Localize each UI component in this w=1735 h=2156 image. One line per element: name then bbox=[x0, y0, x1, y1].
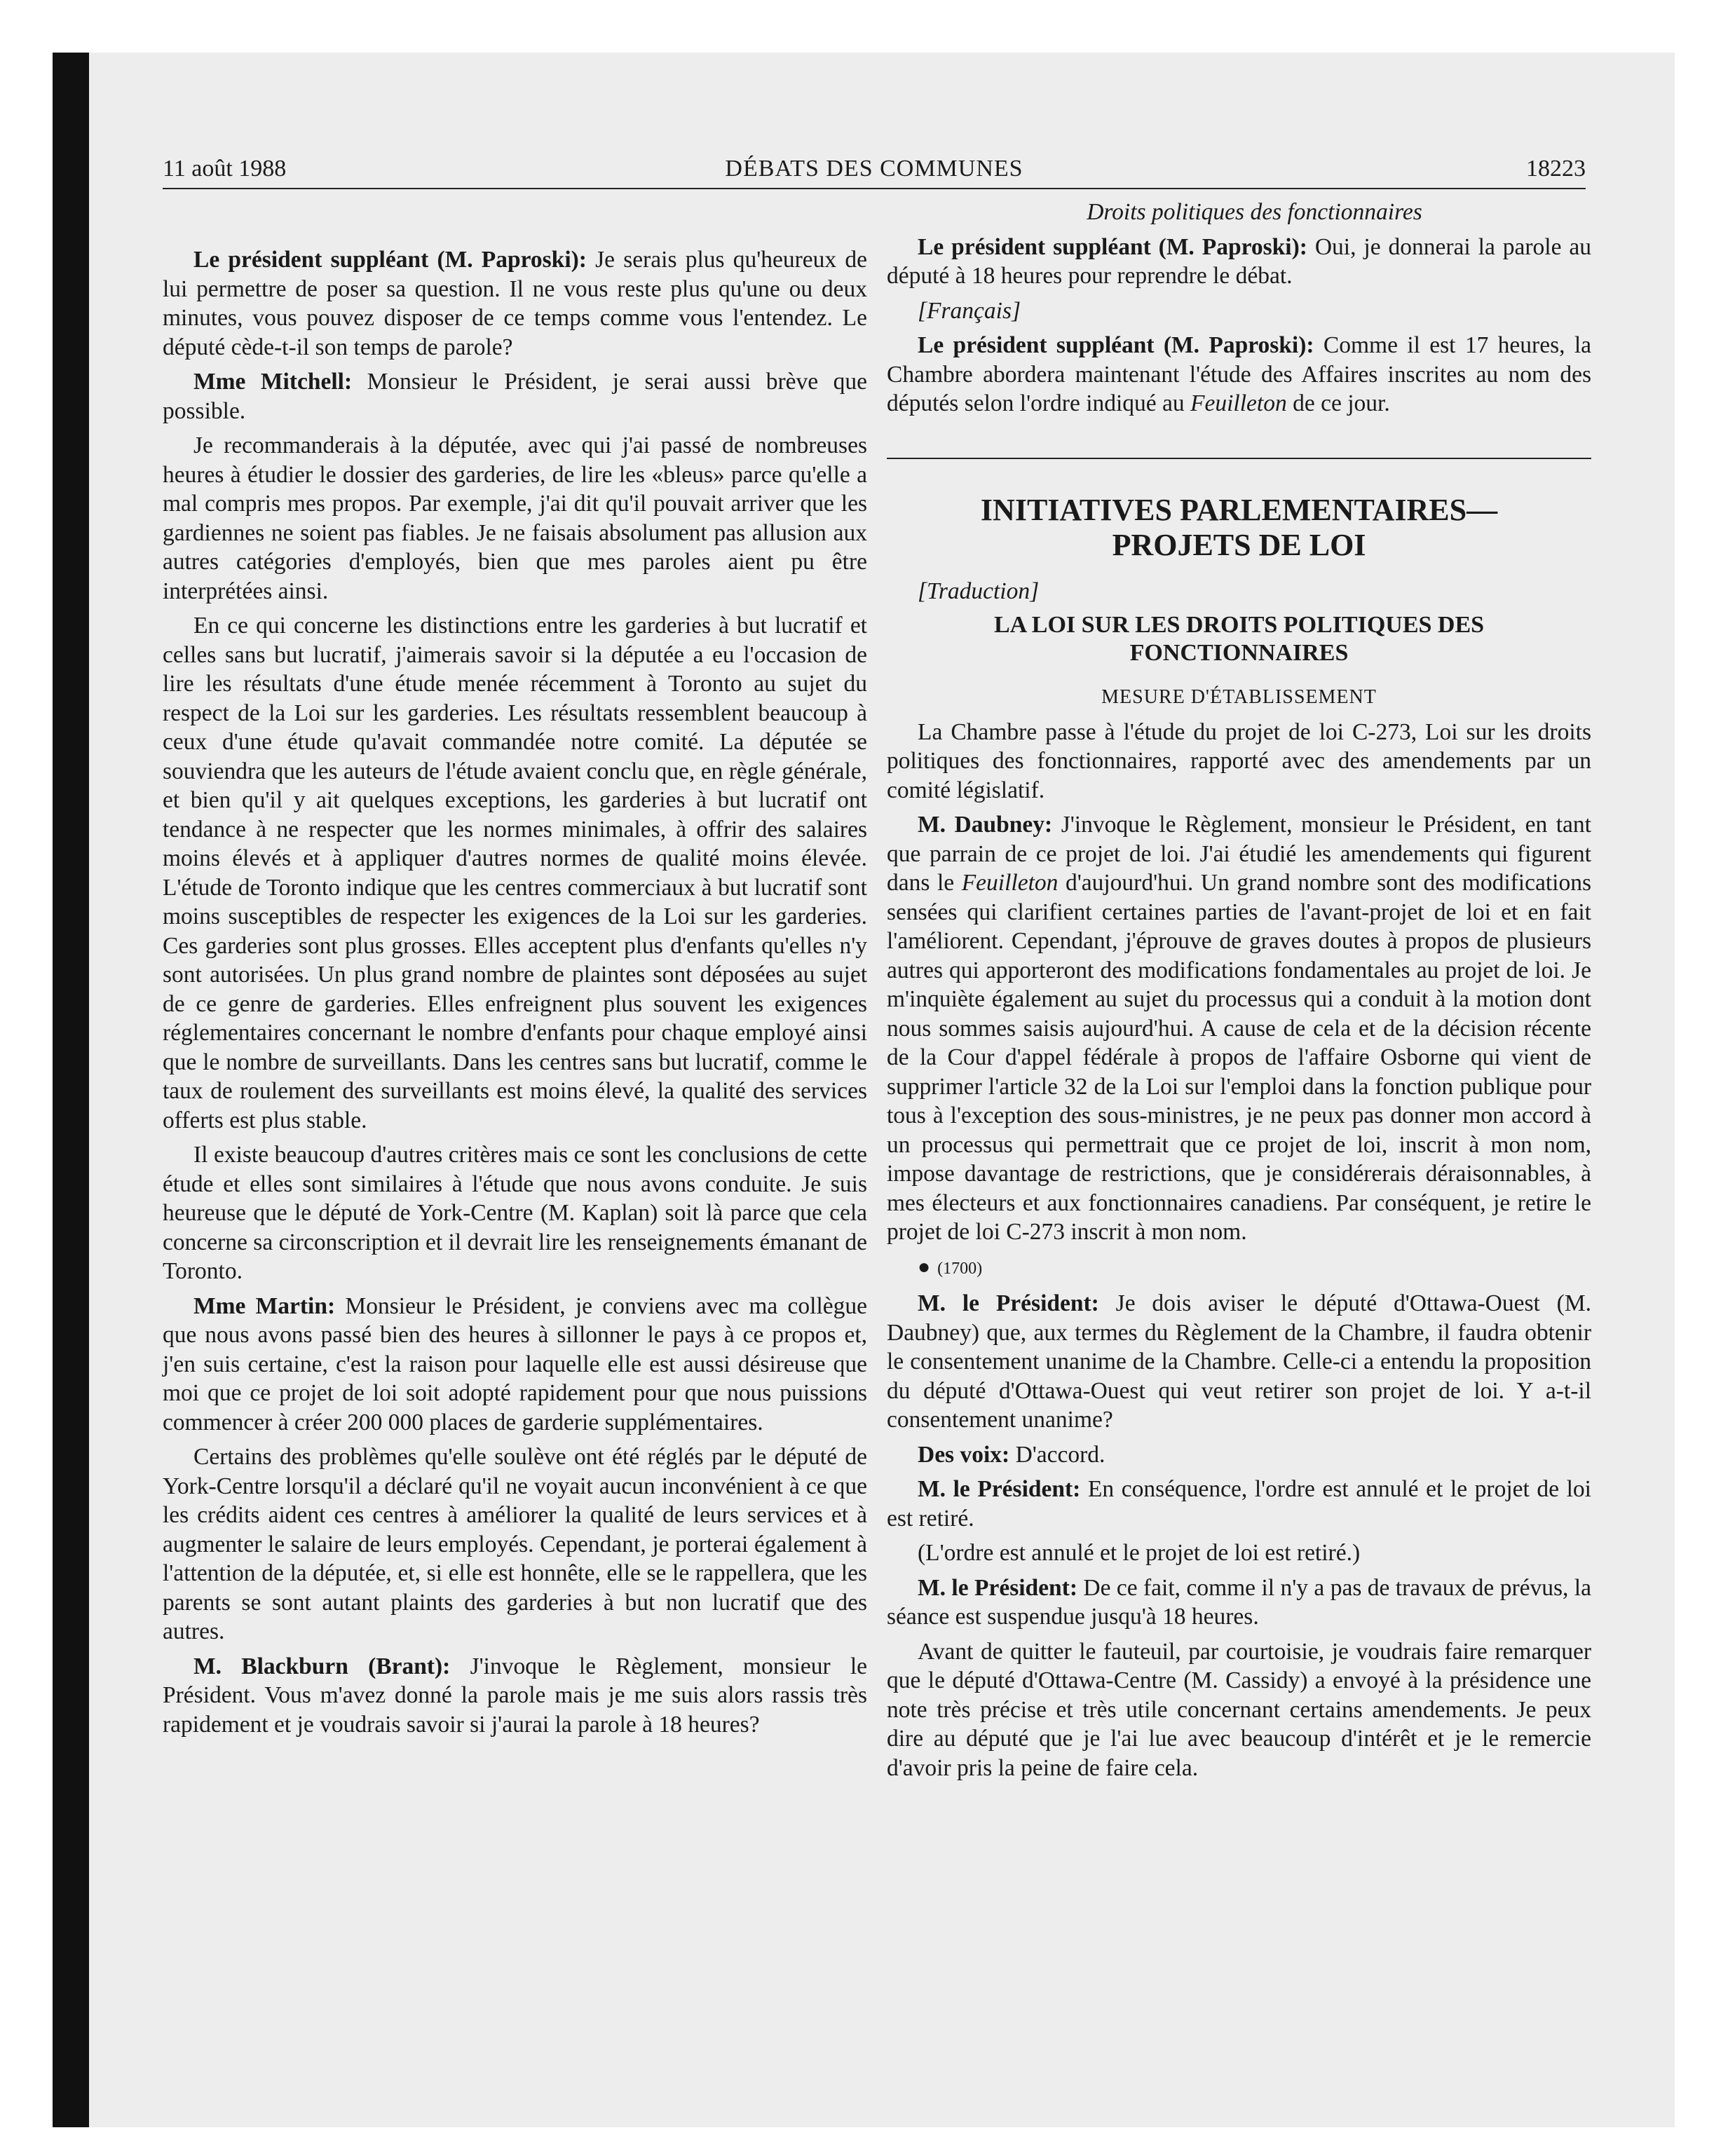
speaker-name: M. Daubney: bbox=[918, 812, 1053, 838]
paragraph-text: Comme il est 17 heures, la Chambre abordera maintenant l'étude des Affaires inscrites au nom des députés selon l'ordre indiqué au bbox=[887, 332, 1592, 416]
paragraph-text: Monsieur le Président, je serai aussi brève que possible. bbox=[163, 369, 867, 424]
paragraph-text: Oui, je donnerai la parole au député à 18 heures pour reprendre le débat. bbox=[887, 233, 1591, 289]
paragraph: Il existe beaucoup d'autres critères mais ce sont les conclusions de cette étude et elles sont similaires à l'étude que nous avons conduite. Je suis heureuse que le député de York-Centre (M. Kaplan) soit là parce que cela concerne sa circonscription et il devrait lire les renseignements émanant de Toronto. bbox=[163, 1142, 867, 1284]
speaker-name: Mme Martin: bbox=[193, 1292, 336, 1319]
language-marker: [Français] bbox=[918, 297, 1021, 324]
paragraph: Avant de quitter le fauteuil, par courtoisie, je voudrais faire remarquer que le député d'Ottawa-Centre (M. Cassidy) a envoyé à la présidence une note très précise et très utile concernant certains amendements. Je peux dire au député que je l'ai lue avec beaucoup d'intérêt et je le remercie d'avoir pris la peine de faire cela. bbox=[887, 1638, 1591, 1781]
paragraph bbox=[163, 1292, 867, 1438]
paragraph bbox=[163, 1652, 867, 1740]
bullet-icon: ● bbox=[918, 1255, 931, 1278]
speaker-name: Mme Mitchell: bbox=[193, 369, 353, 395]
left-column bbox=[163, 245, 867, 1745]
paragraph bbox=[887, 331, 1591, 418]
section-divider bbox=[887, 458, 1591, 459]
paragraph bbox=[887, 810, 1591, 1247]
paragraph-text: d'aujourd'hui. Un grand nombre sont des modifications sensées qui clarifient certaines parties de l'avant-projet de loi et en fait l'améliorent. Cependant, j'éprouve de graves doutes à propos de plusieurs autres qui apporteront des modifications fondamentales au projet de loi. Je m'inquiète également au sujet du processus qui a conduit à la motion dont nous sommes saisis aujourd'hui. A cause de cela et de la décision récente de la Cour d'appel fédérale à propos de l'affaire Osborne qui vient de supprimer l'article 32 de la Loi sur l'emploi dans la fonction publique pour tous à l'exception des sous-ministres, je ne peux pas donner mon accord à un processus qui permettrait que ce projet de loi, inscrit à mon nom, impose davantage de restrictions, que je considérerais déraisonnables, à mes électeurs et aux fonctionnaires canadiens. Par conséquent, je retire le projet de loi C-273 inscrit à mon nom. bbox=[887, 870, 1591, 1245]
paragraph-text: D'accord. bbox=[1009, 1441, 1105, 1468]
paragraph-text: Monsieur le Président, je conviens avec ma collègue que nous avons passé bien des heures à sillonner le pays à ce propos et, j'en suis certaine, c'est la raison pour laquelle elle est aussi désireuse que moi que ce projet de loi soit adopté rapidement pour que nous puissions commencer à créer 200 000 places de garderie supplémentaires. bbox=[163, 1292, 867, 1435]
italic-term: Feuilleton bbox=[961, 870, 1059, 896]
paragraph: En ce qui concerne les distinctions entre les garderies à but lucratif et celles sans but lucratif, j'aimerais savoir si la députée a eu l'occasion de lire les résultats d'une étude menée récemment à Toronto au sujet du respect de la Loi sur les garderies. Les résultats ressemblent beaucoup à ceux d'une étude qu'avait commandée notre comité. La députée se souviendra que les auteurs de l'étude avaient conclu que, en règle générale, et bien qu'il y ait quelques exceptions, les garderies à but lucratif ont tendance à ne respecter que les normes minimales, à offrir des salaires moins élevés et à appliquer d'autres normes de qualité moins élevée. L'étude de Toronto indique que les centres commerciaux à but lucratif sont moins susceptibles de respecter les exigences de la Loi sur les garderies. Ces garderies sont plus grosses. Elles acceptent plus d'enfants qu'elles n'y sont autorisées. Un plus grand nombre de plaintes sont déposées au sujet de ce genre de garderies. Elles enfreignent plus souvent les exigences réglementaires concernant le nombre d'enfants pour chaque employé ainsi que le nombre de surveillants. Dans les centres sans but lucratif, comme le taux de roulement des surveillants est moins élevé, la qualité des services offerts est plus stable. bbox=[163, 613, 867, 1133]
paragraph: Je recommanderais à la députée, avec qui j'ai passé de nombreuses heures à étudier le dossier des garderies, de lire les «bleus» parce qu'elle a mal compris mes propos. Par exemple, j'ai dit qu'il pouvait arriver que les gardiennes ne soient pas fiables. Je ne faisais absolument pas allusion aux autres catégories d'employés, bien que mes paroles aient pu être interprétées ainsi. bbox=[163, 432, 867, 604]
section-heading bbox=[887, 493, 1591, 563]
bill-title-line: LA LOI SUR LES DROITS POLITIQUES DES bbox=[993, 612, 1485, 638]
measure-heading: MESURE D'ÉTABLISSEMENT bbox=[1101, 686, 1377, 708]
paragraph bbox=[163, 367, 867, 425]
timestamp-text: (1700) bbox=[937, 1259, 983, 1278]
paragraph-text: Je serais plus qu'heureux de lui permettre de poser sa question. Il ne vous reste plus qu'une ou deux minutes, vous pouvez disposer de ce temps comme vous l'entendez. Le député cède-t-il son temps de parole? bbox=[163, 247, 867, 360]
section-heading-line: INITIATIVES PARLEMENTAIRES— bbox=[980, 492, 1498, 527]
running-title: Droits politiques des fonctionnaires bbox=[1087, 199, 1422, 225]
header-date: 11 août 1988 bbox=[163, 156, 287, 182]
speaker-name: M. le Président: bbox=[918, 1574, 1077, 1601]
section-heading-line: PROJETS DE LOI bbox=[1112, 527, 1366, 562]
paragraph: Certains des problèmes qu'elle soulève ont été réglés par le député de York-Centre lorsqu'il a déclaré qu'il ne voyait aucun inconvénient à ce que les crédits aident ces centres à améliorer la qualité de leurs services et à augmenter le salaire de leurs employés. Cependant, je porterai également à l'attention de la députée, et, si elle est honnête, elle se le rappellera, que les parents se sont autant plaints des garderies à but non lucratif que des autres. bbox=[163, 1444, 867, 1644]
paragraph bbox=[887, 1289, 1591, 1435]
italic-term: Feuilleton bbox=[1190, 390, 1287, 416]
scan-edge-bar bbox=[53, 53, 89, 2127]
paragraph-text: En conséquence, l'ordre est annulé et le projet de loi est retiré. bbox=[887, 1476, 1591, 1531]
paragraph-text: de ce jour. bbox=[1286, 390, 1390, 416]
timestamp bbox=[887, 1253, 1591, 1284]
paragraph-text: J'invoque le Règlement, monsieur le Président. Vous m'avez donné la parole mais je me suis alors rassis très rapidement et je voudrais savoir si j'aurai la parole à 18 heures? bbox=[163, 1653, 868, 1738]
speaker-name: Le président suppléant (M. Paproski): bbox=[918, 332, 1314, 358]
paragraph-text: J'invoque le Règlement, monsieur le Président, en tant que parrain de ce projet de loi. J'ai étudié les amendements qui figurent dans le bbox=[887, 812, 1591, 896]
speaker-name: Des voix: bbox=[918, 1441, 1010, 1468]
header-page-number: 18223 bbox=[1526, 156, 1586, 182]
bill-title bbox=[887, 611, 1591, 667]
speaker-name: Le président suppléant (M. Paproski): bbox=[193, 247, 587, 273]
right-column bbox=[887, 198, 1591, 1788]
speaker-name: M. le Président: bbox=[918, 1290, 1099, 1316]
header-title: DÉBATS DES COMMUNES bbox=[725, 156, 1023, 182]
paragraph bbox=[163, 245, 867, 362]
paragraph bbox=[887, 1440, 1591, 1470]
speaker-name: Le président suppléant (M. Paproski): bbox=[918, 233, 1307, 260]
paragraph-text: De ce fait, comme il n'y a pas de travaux de prévus, la séance est suspendue jusqu'à 18 heures. bbox=[887, 1574, 1591, 1630]
header-rule bbox=[163, 188, 1586, 189]
page-header bbox=[163, 156, 1586, 192]
bill-title-line: FONCTIONNAIRES bbox=[1129, 640, 1349, 666]
paragraph bbox=[887, 1574, 1591, 1632]
speaker-name: M. le Président: bbox=[918, 1476, 1081, 1502]
paragraph bbox=[887, 233, 1591, 291]
speaker-name: M. Blackburn (Brant): bbox=[193, 1653, 451, 1679]
paragraph: La Chambre passe à l'étude du projet de loi C-273, Loi sur les droits politiques des fonctionnaires, rapporté avec des amendements par un comité législatif. bbox=[887, 718, 1591, 803]
paragraph bbox=[887, 1475, 1591, 1533]
paragraph: (L'ordre est annulé et le projet de loi est retiré.) bbox=[918, 1540, 1361, 1566]
paragraph-text: Je dois aviser le député d'Ottawa-Ouest (M. Daubney) que, aux termes du Règlement de la Chambre, il faudra obtenir le consentement unanime de la Chambre. Celle-ci a entendu la proposition du député d'Ottawa-Ouest qui veut retirer son projet de loi. Y a-t-il consentement unanime? bbox=[887, 1290, 1591, 1433]
language-marker: [Traduction] bbox=[918, 578, 1040, 604]
